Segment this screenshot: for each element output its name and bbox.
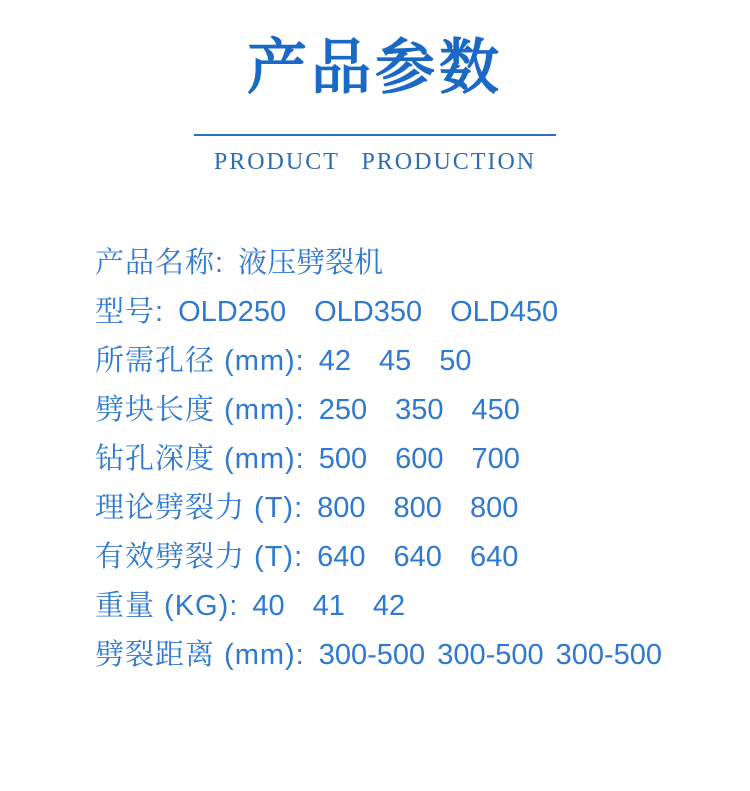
- spec-value: OLD450: [450, 296, 559, 328]
- spec-value: 300-500: [318, 639, 426, 671]
- header: [0, 0, 750, 176]
- spec-list: [95, 240, 750, 681]
- spec-row-block-length: [95, 387, 750, 436]
- spec-row-hole-diameter: [95, 338, 750, 387]
- spec-label: 重量 (KG):: [95, 590, 239, 622]
- spec-value: 800: [393, 492, 442, 524]
- spec-value: 640: [469, 541, 519, 573]
- spec-value: 450: [471, 394, 520, 426]
- spec-label: 劈裂距离 (mm):: [95, 639, 305, 671]
- spec-value: 300-500: [437, 639, 544, 671]
- spec-value: 640: [393, 541, 442, 573]
- spec-value: 50: [439, 345, 472, 377]
- spec-row-effective-force: [95, 534, 750, 583]
- spec-row-weight: [95, 583, 750, 632]
- spec-value: 500: [318, 443, 368, 475]
- spec-value: 600: [395, 443, 444, 475]
- spec-value: 42: [372, 590, 406, 622]
- spec-label: 产品名称:: [95, 247, 225, 279]
- spec-label: 理论劈裂力 (T):: [95, 492, 304, 524]
- spec-value: OLD350: [314, 296, 423, 328]
- spec-row-product-name: [95, 240, 750, 289]
- spec-value: 700: [471, 443, 520, 475]
- spec-value: OLD250: [178, 296, 287, 328]
- page-subtitle: PRODUCT PRODUCTION: [213, 149, 537, 175]
- spec-row-splitting-distance: [95, 632, 750, 681]
- spec-row-model: [95, 289, 750, 338]
- spec-label: 型号:: [95, 296, 165, 328]
- spec-value: 800: [317, 492, 366, 524]
- spec-value: 300-500: [555, 639, 663, 671]
- spec-label: 所需孔径 (mm):: [95, 345, 305, 377]
- spec-label: 钻孔深度 (mm):: [95, 443, 305, 475]
- spec-value: 41: [312, 590, 345, 622]
- spec-value: 40: [252, 590, 285, 622]
- spec-value: 250: [318, 394, 368, 426]
- page-title: 产品参数: [247, 34, 503, 101]
- header-divider: [194, 134, 556, 136]
- spec-label: 劈块长度 (mm):: [95, 394, 305, 426]
- spec-row-drill-depth: [95, 436, 750, 485]
- spec-value: 640: [317, 541, 366, 573]
- spec-row-theoretical-force: [95, 485, 750, 534]
- spec-value: 350: [395, 394, 444, 426]
- spec-value: 800: [469, 492, 519, 524]
- spec-label: 有效劈裂力 (T):: [95, 541, 304, 573]
- spec-value: 45: [379, 345, 412, 377]
- spec-value: 42: [318, 345, 352, 377]
- spec-value: 液压劈裂机: [238, 247, 384, 279]
